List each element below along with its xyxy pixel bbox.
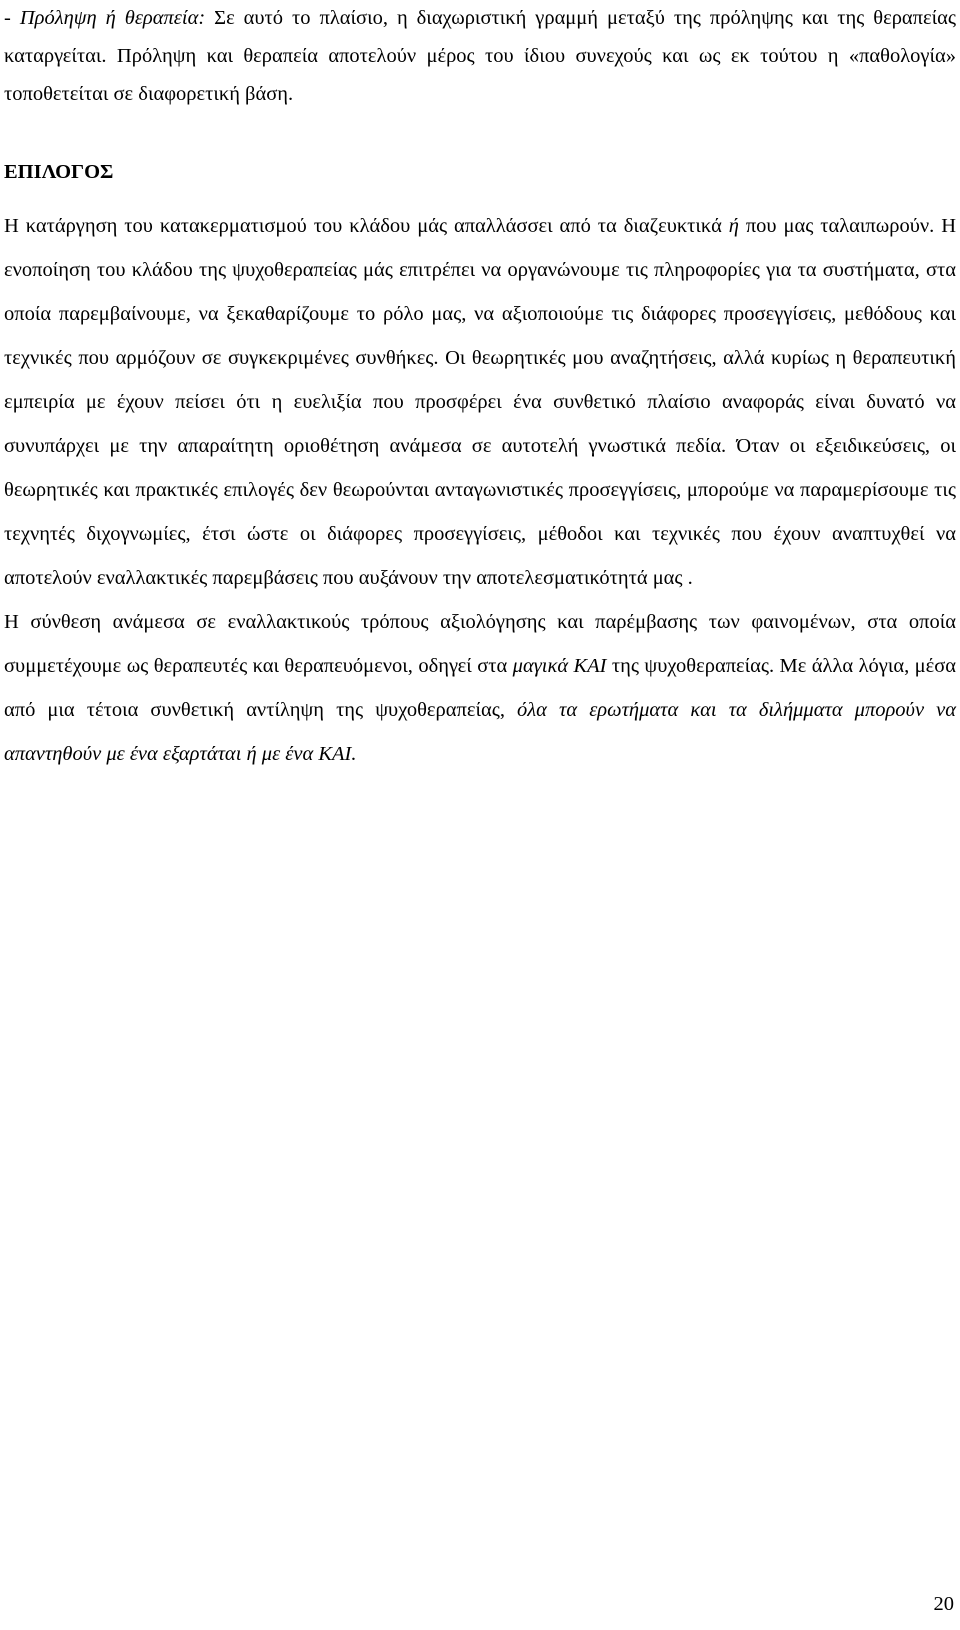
p2-text-a: Η σύνθεση ανάμεσα σε εναλλακτικούς τρόπους αξιολόγησης και παρέμβασης των φαινομένων, στα οποία συμμετέχουμε ως θεραπευτές και θεραπευόμενοι, οδηγεί στα (4, 611, 956, 677)
p1-text-a: Η κατάργηση του κατακερματισμού του κλάδου μάς απαλλάσσει από τα διαζευκτικά (4, 215, 729, 237)
epilogue-body (4, 204, 956, 776)
intro-paragraph (4, 0, 956, 113)
epilogue-paragraph-2 (4, 600, 956, 776)
intro-dash: - (4, 7, 20, 29)
epilogue-paragraph-1 (4, 204, 956, 600)
intro-body: Σε αυτό το πλαίσιο, η διαχωριστική γραμμή μεταξύ της πρόληψης και της θεραπείας καταργείται. Πρόληψη και θεραπεία αποτελούν μέρος του ίδιου συνεχούς και ως εκ τούτου η «παθολογία» τοποθετείται σε διαφορετική βάση. (4, 7, 957, 105)
p1-text-b: που μας ταλαιπωρούν. Η ενοποίηση του κλάδου της ψυχοθεραπείας μάς επιτρέπει να οργανώνουμε τις πληροφορίες για τα συστήματα, στα οποία παρεμβαίνουμε, να ξεκαθαρίζουμε το ρόλο μας, να αξιοποιούμε τις διάφορες προσεγγίσεις, μεθόδους και τεχνικές που αρμόζουν σε συγκεκριμένες συνθήκες. Οι θεωρητικές μου αναζητήσεις, αλλά κυρίως η θεραπευτική εμπειρία με έχουν πείσει ότι η ευελιξία που προσφέρει ένα συνθετικό πλαίσιο αναφοράς είναι δυνατό να συνυπάρχει με την απαραίτητη οριοθέτηση ανάμεσα σε αυτοτελή γνωστικά πεδία. Όταν οι εξειδικεύσεις, οι θεωρητικές και πρακτικές επιλογές δεν θεωρούνται ανταγωνιστικές προσεγγίσεις, μπορούμε να παραμερίσουμε τις τεχνητές διχογνωμίες, έτσι ώστε οι διάφορες προσεγγίσεις, μέθοδοι και τεχνικές που έχουν αναπτυχθεί να αποτελούν εναλλακτικές παρεμβάσεις που αυξάνουν την αποτελεσματικότητά μας . (4, 215, 957, 589)
intro-term: Πρόληψη ή θεραπεία: (19, 7, 206, 29)
p2-emphasis-2: όλα τα ερωτήματα και τα διλήμματα μπορούν να απαντηθούν με ένα εξαρτάται ή με ένα ΚΑΙ. (4, 699, 956, 765)
section-heading: ΕΠΙΛΟΓΟΣ (4, 161, 114, 183)
page-number: 20 (933, 1593, 954, 1615)
p2-emphasis-1: μαγικά ΚΑΙ (512, 655, 607, 677)
p1-emphasis: ή (728, 215, 739, 237)
intro-text (4, 0, 956, 113)
p2-text-b: της ψυχοθεραπείας. Με άλλα λόγια, μέσα από μια τέτοια συνθετική αντίληψη της ψυχοθεραπείας, (4, 655, 957, 721)
